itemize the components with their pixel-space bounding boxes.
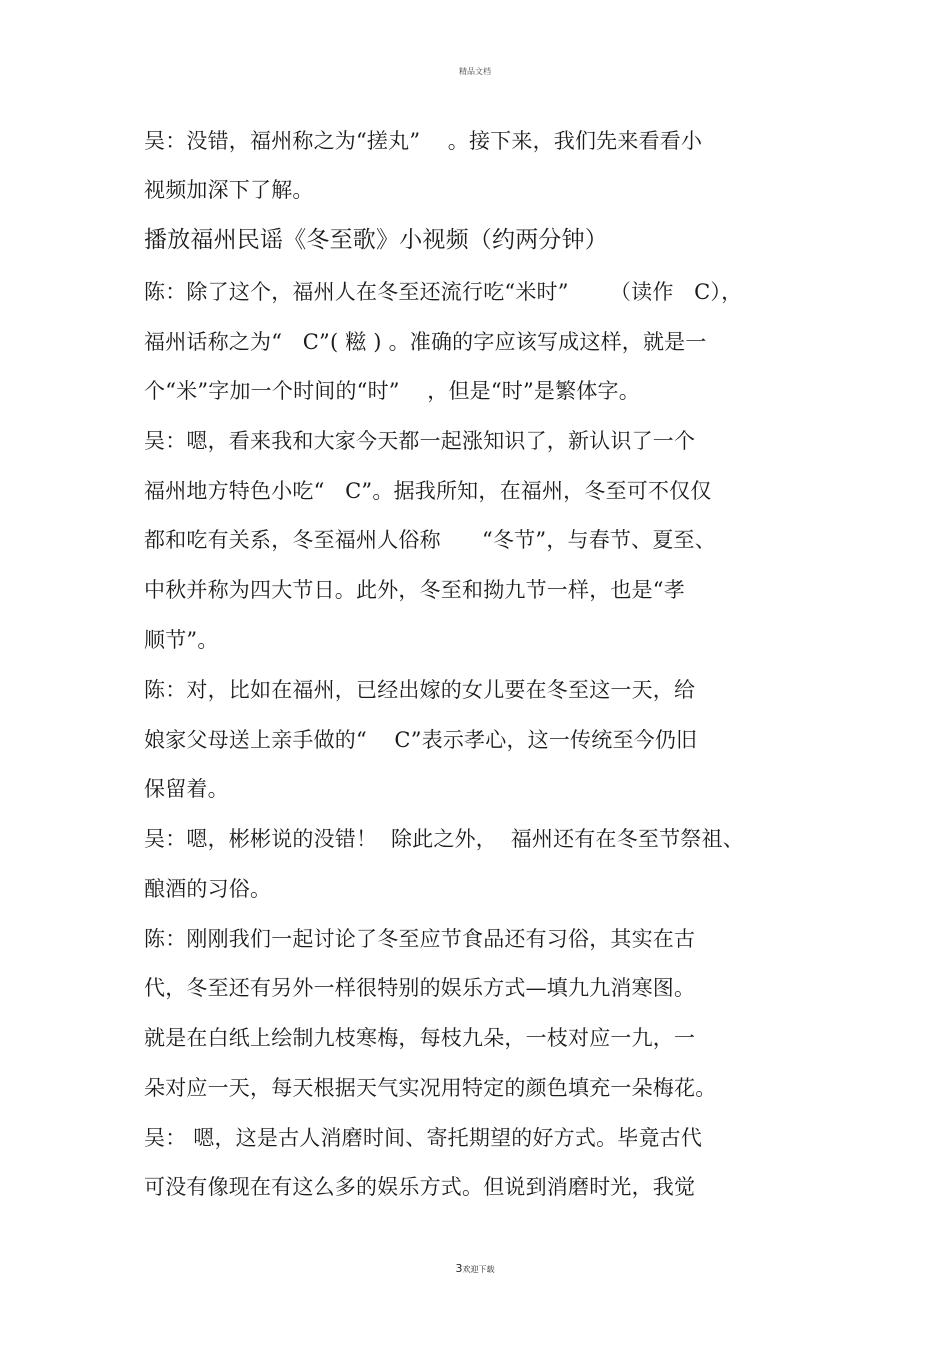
page-number: 3 <box>455 1262 463 1275</box>
text-line: 酿酒的习俗。 <box>144 877 272 901</box>
text-line: 陈：除了这个，福州人在冬至还流行吃“米时” （读作 C）， <box>144 280 743 304</box>
footer-text: 欢迎下载 <box>462 1265 495 1274</box>
text-line: 吴： 嗯，这是古人消磨时间、寄托期望的好方式。毕竟古代 <box>144 1126 703 1150</box>
text-line: 娘家父母送上亲手做的“ C”表示孝心，这一传统至今仍旧 <box>144 728 698 752</box>
section-heading: 播放福州民谣《冬至歌》小视频（约两分钟） <box>144 227 608 253</box>
text-line: 顺节”。 <box>144 628 219 652</box>
page-footer <box>0 1262 950 1275</box>
text-line: 就是在白纸上绘制九枝寒梅，每枝九朵，一枝对应一九，一 <box>144 1026 696 1050</box>
text-line: 视频加深下了解。 <box>144 178 314 202</box>
text-line: 可没有像现在有这么多的娱乐方式。但说到消磨时光，我觉 <box>144 1175 696 1199</box>
text-line: 都和吃有关系，冬至福州人俗称 “冬节”，与春节、夏至、 <box>144 528 716 552</box>
text-line: 朵对应一天，每天根据天气实况用特定的颜色填充一朵梅花。 <box>144 1076 717 1100</box>
text-line: 吴：嗯，看来我和大家今天都一起涨知识了，新认识了一个 <box>144 429 696 453</box>
text-line: 陈：刚刚我们一起讨论了冬至应节食品还有习俗，其实在古 <box>144 927 696 951</box>
text-line: 中秋并称为四大节日。此外，冬至和拗九节一样，也是“孝 <box>144 578 685 602</box>
text-line: 福州地方特色小吃“ C”。据我所知，在福州，冬至可不仅仅 <box>144 479 712 503</box>
page-header: 精品文档 <box>459 67 491 76</box>
text-line: 保留着。 <box>144 777 229 801</box>
text-line: 陈：对，比如在福州，已经出嫁的女儿要在冬至这一天，给 <box>144 678 696 702</box>
text-line: 吴：嗯，彬彬说的没错！ 除此之外， 福州还有在冬至节祭祖、 <box>144 827 744 851</box>
text-line: 吴：没错，福州称之为“搓丸” 。接下来，我们先来看看小 <box>144 129 703 153</box>
text-line: 福州话称之为“ C”( 糍 ) 。准确的字应该写成这样，就是一 <box>144 330 707 354</box>
text-line: 个“米”字加一个时间的“时” ，但是“时”是繁体字。 <box>144 379 640 403</box>
text-line: 代，冬至还有另外一样很特别的娱乐方式—填九九消寒图。 <box>144 976 696 1000</box>
